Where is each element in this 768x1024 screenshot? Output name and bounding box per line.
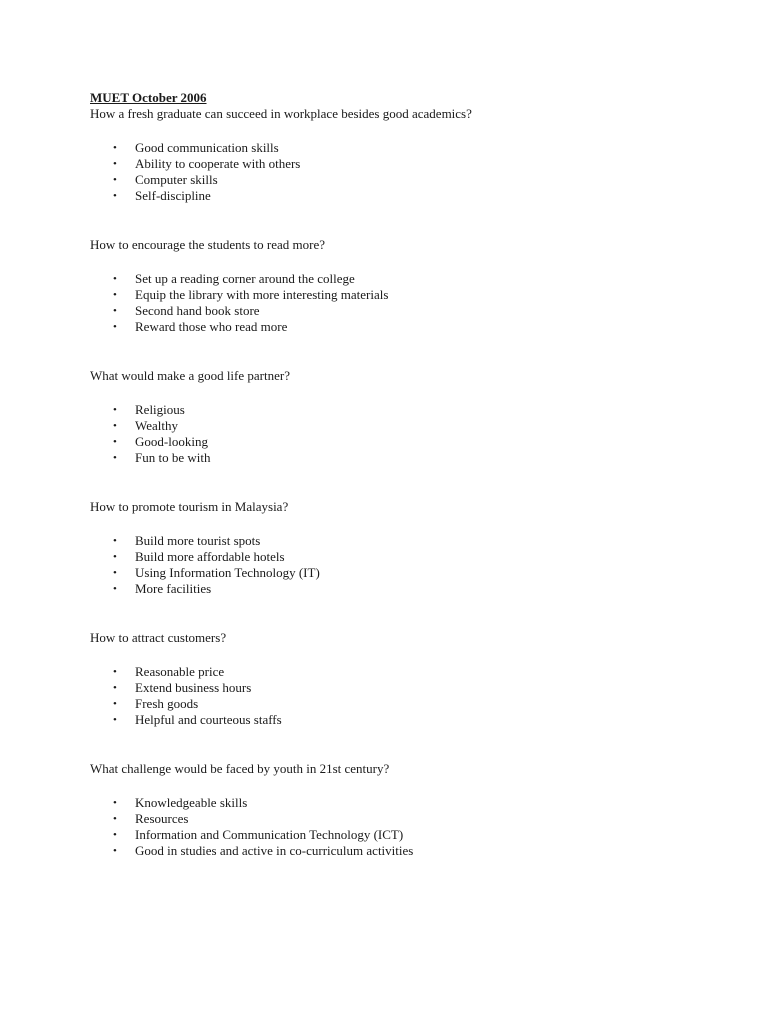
list-item: • Second hand book store: [113, 303, 260, 318]
bullet-icon: •: [113, 698, 117, 710]
bullet-icon: •: [113, 174, 117, 186]
bullet-list: [90, 271, 710, 335]
list-item: • Wealthy: [113, 418, 178, 433]
bullet-icon: •: [113, 551, 117, 563]
bullet-icon: •: [113, 158, 117, 170]
bullet-icon: •: [113, 829, 117, 841]
section-reading: [90, 237, 710, 335]
bullet-icon: •: [113, 436, 117, 448]
section-workplace: [90, 106, 710, 204]
list-item: • Good communication skills: [113, 140, 279, 155]
question-text: What challenge would be faced by youth in 21st century?: [90, 761, 390, 776]
question-text: How to encourage the students to read more?: [90, 237, 326, 252]
list-item: • Equip the library with more interesting materials: [113, 287, 389, 302]
list-item: • Extend business hours: [113, 680, 252, 695]
question-text: How to attract customers?: [90, 630, 227, 645]
list-item: • Reasonable price: [113, 664, 225, 679]
section-life-partner: [90, 368, 710, 466]
document-page: [90, 90, 710, 892]
bullet-list: [90, 664, 710, 728]
bullet-icon: •: [113, 535, 117, 547]
list-item: • Ability to cooperate with others: [113, 156, 301, 171]
list-item: • Knowledgeable skills: [113, 795, 248, 810]
list-item: • Fun to be with: [113, 450, 211, 465]
bullet-icon: •: [113, 305, 117, 317]
bullet-icon: •: [113, 813, 117, 825]
list-item: • Computer skills: [113, 172, 218, 187]
bullet-icon: •: [113, 845, 117, 857]
list-item: • Reward those who read more: [113, 319, 288, 334]
section-tourism: [90, 499, 710, 597]
bullet-icon: •: [113, 273, 117, 285]
list-item: • Good in studies and active in co-curriculum activities: [113, 843, 414, 858]
question-text: What would make a good life partner?: [90, 368, 290, 383]
bullet-list: [90, 533, 710, 597]
section-youth-challenge: [90, 761, 710, 859]
bullet-icon: •: [113, 682, 117, 694]
list-item: • Fresh goods: [113, 696, 199, 711]
list-item: • Build more affordable hotels: [113, 549, 285, 564]
document-title: MUET October 2006: [90, 90, 207, 105]
bullet-list: [90, 140, 710, 204]
list-item: • Religious: [113, 402, 185, 417]
bullet-icon: •: [113, 190, 117, 202]
list-item: • Self-discipline: [113, 188, 211, 203]
bullet-list: [90, 402, 710, 466]
bullet-icon: •: [113, 289, 117, 301]
list-item: • Helpful and courteous staffs: [113, 712, 282, 727]
bullet-icon: •: [113, 142, 117, 154]
bullet-icon: •: [113, 714, 117, 726]
bullet-icon: •: [113, 797, 117, 809]
question-text: How to promote tourism in Malaysia?: [90, 499, 289, 514]
bullet-list: [90, 795, 710, 859]
question-text: How a fresh graduate can succeed in workplace besides good academics?: [90, 106, 472, 121]
bullet-icon: •: [113, 452, 117, 464]
bullet-icon: •: [113, 666, 117, 678]
bullet-icon: •: [113, 567, 117, 579]
list-item: • Build more tourist spots: [113, 533, 261, 548]
bullet-icon: •: [113, 420, 117, 432]
list-item: • Information and Communication Technology (ICT): [113, 827, 404, 842]
bullet-icon: •: [113, 583, 117, 595]
bullet-icon: •: [113, 321, 117, 333]
list-item: • Good-looking: [113, 434, 208, 449]
list-item: • Using Information Technology (IT): [113, 565, 320, 580]
list-item: • More facilities: [113, 581, 212, 596]
list-item: • Resources: [113, 811, 189, 826]
bullet-icon: •: [113, 404, 117, 416]
list-item: • Set up a reading corner around the college: [113, 271, 355, 286]
section-customers: [90, 630, 710, 728]
